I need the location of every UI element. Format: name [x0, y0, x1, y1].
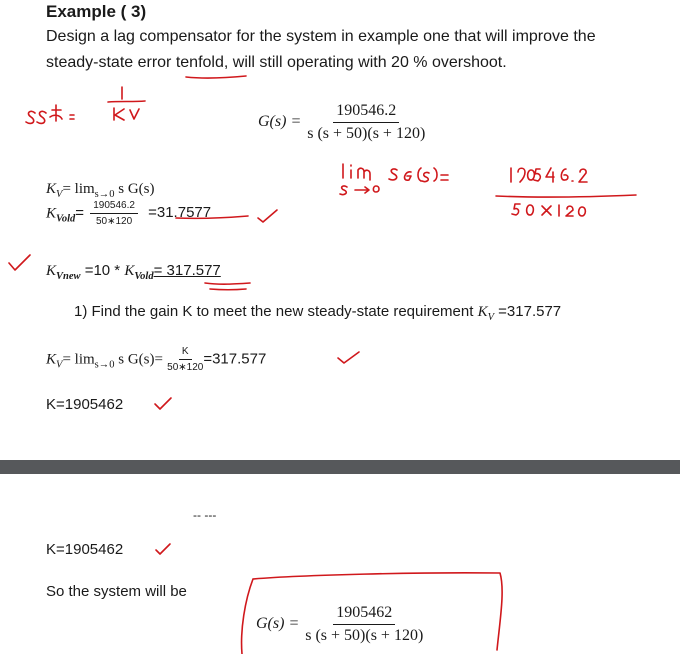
kv2-result: =317.577	[203, 350, 267, 368]
handwritten-50x120	[512, 204, 585, 216]
gs1-lhs: G(s) =	[258, 113, 302, 131]
kvold-subscript: Vold	[56, 213, 76, 225]
problem-text-tenfold: tenfold	[175, 54, 224, 71]
kvnew-kv-symbol: K	[124, 263, 135, 279]
kv-lim-sub: s→0	[94, 189, 115, 200]
kvold-symbol: K	[46, 205, 57, 222]
kvold-numerator: 190546.2	[90, 200, 138, 214]
gs2-fraction	[305, 604, 423, 645]
kv-sgs: s G(s)	[114, 181, 155, 197]
kv-new-equation	[46, 262, 221, 282]
kv2-denominator: 50∗120	[167, 362, 204, 373]
step1-kv: K	[477, 304, 488, 320]
gs2-numerator: 1905462	[333, 604, 395, 625]
kv2-lim-sub: s→0	[94, 359, 115, 371]
step-1	[74, 303, 561, 323]
kvnew-kv-subscript: Vold	[134, 271, 154, 282]
handwritten-sse	[26, 105, 74, 123]
gs1-numerator: 190546.2	[333, 102, 399, 123]
dashes: -- ---	[193, 508, 217, 522]
kvnew-underline	[205, 283, 250, 290]
kv-symbol: K	[46, 181, 57, 197]
kvnew-result: = 317.577	[153, 262, 221, 279]
transfer-function-2	[256, 604, 423, 645]
kvold-denominator: 50∗120	[95, 216, 133, 227]
kvnew-text: =10 *	[80, 262, 125, 279]
tenfold-underline	[186, 76, 246, 78]
kv2-lim: = lim	[62, 351, 95, 368]
kv-subscript: V	[56, 189, 63, 200]
kvnew-symbol: K	[46, 263, 57, 279]
kv2-fraction	[167, 346, 203, 373]
problem-text-2c: , will still operating with 20 % overshoot.	[223, 54, 507, 71]
kv-equation-2	[46, 346, 266, 373]
kv-definition	[46, 180, 155, 200]
gs2-lhs: G(s) =	[256, 615, 300, 633]
k-value-2: K=1905462	[46, 541, 124, 558]
problem-line-1	[46, 28, 596, 46]
handwritten-result-bar	[496, 195, 636, 197]
problem-text-1: Design a lag compensator for the system in example one that will improve the	[46, 28, 596, 45]
page-divider	[0, 460, 680, 474]
handwritten-190546	[511, 168, 587, 182]
kv2-symbol: K	[46, 351, 57, 368]
handwritten-frac-bar	[108, 101, 145, 102]
gs2-denominator: s (s + 50)(s + 120)	[305, 627, 424, 644]
transfer-function-1	[258, 102, 425, 143]
step1-value: =317.577	[494, 303, 562, 320]
kvold-result: =31.7577	[148, 204, 212, 222]
kvnew-subscript: Vnew	[56, 271, 81, 282]
check-mark-5	[156, 544, 170, 554]
example-heading: Example ( 3)	[46, 2, 147, 21]
check-mark-3	[338, 352, 359, 363]
gs1-fraction	[307, 102, 425, 143]
handwritten-sgs	[389, 168, 448, 182]
kv-old-equation	[46, 200, 211, 227]
kvold-fraction	[90, 200, 138, 227]
k-value-1: K=1905462	[46, 396, 124, 413]
kvold-eq: =	[75, 204, 85, 222]
gs1-denominator: s (s + 50)(s + 120)	[307, 125, 426, 142]
handwritten-s-arrow	[340, 186, 379, 195]
check-mark-1	[258, 210, 277, 222]
kv2-numerator: K	[179, 346, 192, 360]
kv2-sgs: s G(s)=	[114, 351, 163, 368]
step1-kv-sub: V	[487, 312, 494, 323]
handwritten-lim	[343, 164, 370, 180]
problem-line-2	[46, 54, 507, 72]
kv-lim: = lim	[62, 181, 95, 197]
system-text: So the system will be	[46, 583, 187, 600]
kv2-subscript: V	[56, 359, 63, 371]
step1-text: 1) Find the gain K to meet the new steady-state requirement	[74, 303, 478, 320]
check-mark-4	[155, 398, 171, 409]
check-mark-2	[9, 255, 30, 270]
handwritten-kv	[114, 108, 139, 120]
problem-text-2a: steady-state error	[46, 54, 176, 71]
